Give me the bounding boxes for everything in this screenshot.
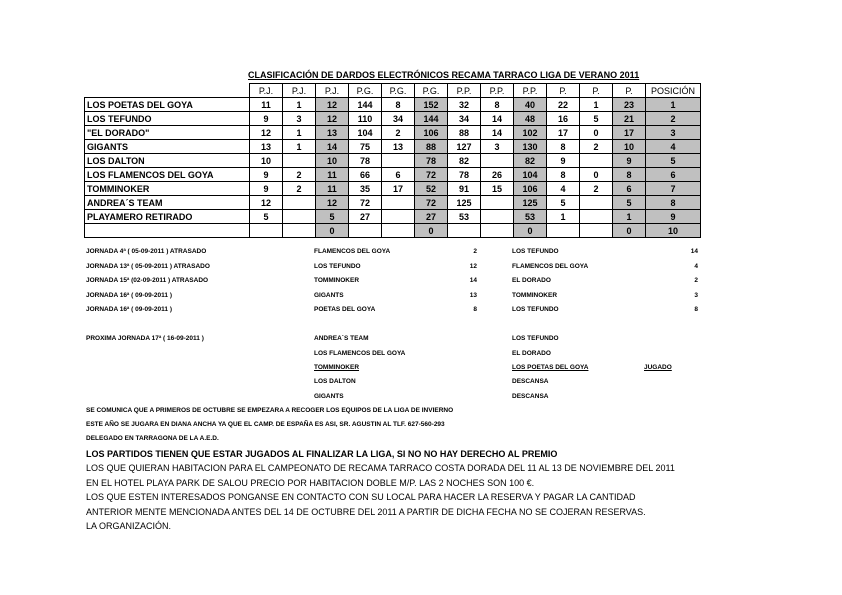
paragraph-line: LA ORGANIZACIÓN. [86,521,172,531]
stat-cell: 5 [316,210,349,224]
col-header: P.P. [448,84,481,98]
stat-cell: 106 [514,182,547,196]
stat-cell: 9 [613,154,646,168]
next-away-team: LOS TEFUNDO [512,335,559,342]
col-header: P.J. [316,84,349,98]
next-match-note: JUGADO [644,364,672,371]
stat-cell: 0 [580,126,613,140]
stat-cell: 144 [415,112,448,126]
stat-cell: 8 [547,168,580,182]
stat-cell: 0 [613,224,646,238]
col-header: P. [613,84,646,98]
stat-cell: 8 [481,98,514,112]
col-header: P.G. [349,84,382,98]
col-header: P.P. [481,84,514,98]
stat-cell [382,210,415,224]
table-row [85,126,701,140]
result-away-score: 3 [694,292,698,299]
stat-cell [547,224,580,238]
stat-cell [283,196,316,210]
stat-cell [283,210,316,224]
team-name: PLAYAMERO RETIRADO [85,210,250,224]
next-home-team: ANDREA´S TEAM [314,335,369,342]
stat-cell: 34 [448,112,481,126]
stat-cell: 2 [580,182,613,196]
team-name: LOS DALTON [85,154,250,168]
stat-cell: 0 [514,224,547,238]
stat-cell: 125 [448,196,481,210]
table-row [85,154,701,168]
result-jornada: JORNADA 15ª (02-09-2011 ) ATRASADO [86,277,209,284]
stat-cell [481,210,514,224]
stat-cell: 2 [283,168,316,182]
stat-cell: 26 [481,168,514,182]
result-home-team: GIGANTS [314,292,344,299]
stat-cell: 125 [514,196,547,210]
notice-line: DELEGADO EN TARRAGONA DE LA A.E.D. [86,435,219,442]
stat-cell: 127 [448,140,481,154]
stat-cell: 82 [448,154,481,168]
stat-cell: 48 [514,112,547,126]
stat-cell: 0 [580,168,613,182]
stat-cell: 78 [448,168,481,182]
result-home-score: 2 [473,248,477,255]
stat-cell: 91 [448,182,481,196]
stat-cell: 8 [547,140,580,154]
stat-cell: 88 [415,140,448,154]
position-cell: 7 [646,182,701,196]
team-name: "EL DORADO" [85,126,250,140]
stat-cell: 11 [250,98,283,112]
stat-cell: 6 [613,182,646,196]
stat-cell [382,196,415,210]
position-cell: 10 [646,224,701,238]
stat-cell: 104 [349,126,382,140]
stat-cell: 53 [514,210,547,224]
result-jornada: JORNADA 4ª ( 05-09-2011 ) ATRASADO [86,248,207,255]
stat-cell [481,224,514,238]
position-cell: 3 [646,126,701,140]
table-row [85,210,701,224]
stat-cell [382,154,415,168]
stat-cell: 13 [250,140,283,154]
stat-cell: 5 [250,210,283,224]
next-jornada-label: PROXIMA JORNADA 17ª ( 16-09-2011 ) [86,335,204,342]
result-jornada: JORNADA 13ª ( 05-09-2011 ) ATRASADO [86,263,210,270]
col-header: P.G. [415,84,448,98]
stat-cell [580,224,613,238]
stat-cell: 75 [349,140,382,154]
stat-cell: 12 [250,196,283,210]
col-header: P. [547,84,580,98]
stat-cell: 78 [349,154,382,168]
header-empty [85,84,250,98]
stat-cell: 8 [613,168,646,182]
table-row [85,112,701,126]
stat-cell: 102 [514,126,547,140]
stat-cell: 10 [316,154,349,168]
stat-cell: 72 [349,196,382,210]
result-away-team: LOS TEFUNDO [512,248,559,255]
paragraph-line: ANTERIOR MENTE MENCIONADA ANTES DEL 14 DE OCTUBRE DEL 2011 A PARTIR DE DICHA FECHA NO SE COJERAN RESERVAS. [86,507,646,517]
table-row [85,224,701,238]
stat-cell: 11 [316,182,349,196]
stat-cell: 9 [250,182,283,196]
stat-cell: 152 [415,98,448,112]
stat-cell: 82 [514,154,547,168]
stat-cell: 106 [415,126,448,140]
position-cell: 2 [646,112,701,126]
stat-cell: 104 [514,168,547,182]
team-name [85,224,250,238]
next-home-team: LOS DALTON [314,378,356,385]
stat-cell: 0 [415,224,448,238]
result-home-score: 8 [473,306,477,313]
stat-cell: 9 [547,154,580,168]
stat-cell: 35 [349,182,382,196]
result-jornada: JORNADA 16ª ( 09-09-2011 ) [86,292,172,299]
stat-cell: 1 [580,98,613,112]
stat-cell [250,224,283,238]
stat-cell: 5 [613,196,646,210]
team-name: ANDREA´S TEAM [85,196,250,210]
next-home-team: TOMMINOKER [314,364,360,371]
result-home-team: POETAS DEL GOYA [314,306,376,313]
stat-cell: 14 [481,126,514,140]
paragraph-line: LOS QUE ESTEN INTERESADOS PONGANSE EN CONTACTO CON SU LOCAL PARA HACER LA RESERVA Y PAGAR LA CANTIDAD [86,492,636,502]
stat-cell: 21 [613,112,646,126]
stat-cell: 1 [283,140,316,154]
result-home-team: LOS TEFUNDO [314,263,361,270]
stat-cell: 22 [547,98,580,112]
next-home-team: LOS FLAMENCOS DEL GOYA [314,350,406,357]
stat-cell: 66 [349,168,382,182]
stat-cell: 2 [382,126,415,140]
stat-cell: 14 [316,140,349,154]
stat-cell: 15 [481,182,514,196]
team-name: GIGANTS [85,140,250,154]
stat-cell: 17 [382,182,415,196]
col-header: P. [580,84,613,98]
result-home-team: FLAMENCOS DEL GOYA [314,248,391,255]
result-away-team: LOS TEFUNDO [512,306,559,313]
paragraph-line: EN EL HOTEL PLAYA PARK DE SALOU PRECIO POR HABITACION DOBLE M/P. LAS 2 NOCHES SON 100 €. [86,478,535,488]
stat-cell: 3 [283,112,316,126]
next-away-team: DESCANSA [512,393,549,400]
position-cell: 9 [646,210,701,224]
stat-cell: 23 [613,98,646,112]
team-name: TOMMINOKER [85,182,250,196]
stat-cell: 17 [547,126,580,140]
stat-cell: 2 [580,140,613,154]
stat-cell: 16 [547,112,580,126]
next-away-team: EL DORADO [512,350,551,357]
notice-line: ESTE AÑO SE JUGARA EN DIANA ANCHA YA QUE EL CAMP. DE ESPAÑA ES ASI, SR. AGUSTIN AL TLF. 627-560-293 [86,421,445,428]
stat-cell: 10 [250,154,283,168]
stat-cell: 14 [481,112,514,126]
team-name: LOS POETAS DEL GOYA [85,98,250,112]
table-row [85,196,701,210]
stat-cell: 5 [547,196,580,210]
stat-cell: 32 [448,98,481,112]
paragraph-line: LOS QUE QUIERAN HABITACION PARA EL CAMPEONATO DE RECAMA TARRACO COSTA DORADA DEL 11 AL 13 DE NOVIEMBRE DEL 2011 [86,463,675,473]
notice-line: SE COMUNICA QUE A PRIMEROS DE OCTUBRE SE EMPEZARA A RECOGER LOS EQUIPOS DE LA LIGA DE INVIERNO [86,407,454,414]
stat-cell: 40 [514,98,547,112]
result-away-score: 14 [690,248,698,255]
stat-cell: 11 [316,168,349,182]
stat-cell: 1 [283,98,316,112]
result-away-team: EL DORADO [512,277,551,284]
stat-cell [580,196,613,210]
result-away-team: TOMMINOKER [512,292,558,299]
stat-cell: 4 [547,182,580,196]
stat-cell: 13 [316,126,349,140]
col-header: P.G. [382,84,415,98]
stat-cell: 1 [613,210,646,224]
stat-cell: 78 [415,154,448,168]
stat-cell: 3 [481,140,514,154]
bold-notice: LOS PARTIDOS TIENEN QUE ESTAR JUGADOS AL FINALIZAR LA LIGA, SI NO NO HAY DERECHO AL PREMIO [86,449,558,459]
stat-cell: 1 [283,126,316,140]
stat-cell [481,196,514,210]
stat-cell: 6 [382,168,415,182]
table-row [85,182,701,196]
table-row [85,168,701,182]
next-home-team: GIGANTS [314,393,344,400]
stat-cell [283,224,316,238]
stat-cell: 12 [316,112,349,126]
stat-cell: 1 [547,210,580,224]
result-away-score: 8 [694,306,698,313]
stat-cell: 88 [448,126,481,140]
stat-cell: 72 [415,196,448,210]
result-home-score: 13 [469,292,477,299]
stat-cell: 13 [382,140,415,154]
result-away-score: 2 [694,277,698,284]
table-row [85,140,701,154]
col-header: POSICIÓN [646,84,701,98]
standings-table [84,83,701,238]
stat-cell [580,210,613,224]
header-row [85,84,701,98]
next-away-team: LOS POETAS DEL GOYA [512,364,589,371]
result-home-score: 12 [469,263,477,270]
col-header: P.J. [283,84,316,98]
stat-cell [481,154,514,168]
result-jornada: JORNADA 16ª ( 09-09-2011 ) [86,306,172,313]
stat-cell: 5 [580,112,613,126]
result-home-team: TOMMINOKER [314,277,360,284]
stat-cell: 144 [349,98,382,112]
col-header: P.J. [250,84,283,98]
result-home-score: 14 [469,277,477,284]
stat-cell: 34 [382,112,415,126]
stat-cell: 52 [415,182,448,196]
position-cell: 8 [646,196,701,210]
position-cell: 5 [646,154,701,168]
stat-cell: 12 [316,98,349,112]
result-away-score: 4 [694,263,698,270]
stat-cell: 0 [316,224,349,238]
stat-cell [580,154,613,168]
stat-cell: 110 [349,112,382,126]
stat-cell: 130 [514,140,547,154]
stat-cell [382,224,415,238]
stat-cell: 2 [283,182,316,196]
stat-cell: 12 [250,126,283,140]
stat-cell [349,224,382,238]
stat-cell: 53 [448,210,481,224]
next-away-team: DESCANSA [512,378,549,385]
stat-cell [448,224,481,238]
stat-cell: 27 [415,210,448,224]
stat-cell: 10 [613,140,646,154]
position-cell: 4 [646,140,701,154]
stat-cell: 9 [250,168,283,182]
page-title: CLASIFICACIÓN DE DARDOS ELECTRÓNICOS RECAMA TARRACO LIGA DE VERANO 2011 [248,70,640,80]
col-header: P.P. [514,84,547,98]
stat-cell: 72 [415,168,448,182]
table-row [85,98,701,112]
stat-cell: 8 [382,98,415,112]
stat-cell: 17 [613,126,646,140]
team-name: LOS TEFUNDO [85,112,250,126]
stat-cell [283,154,316,168]
result-away-team: FLAMENCOS DEL GOYA [512,263,589,270]
stat-cell: 9 [250,112,283,126]
stat-cell: 12 [316,196,349,210]
team-name: LOS FLAMENCOS DEL GOYA [85,168,250,182]
position-cell: 6 [646,168,701,182]
position-cell: 1 [646,98,701,112]
stat-cell: 27 [349,210,382,224]
